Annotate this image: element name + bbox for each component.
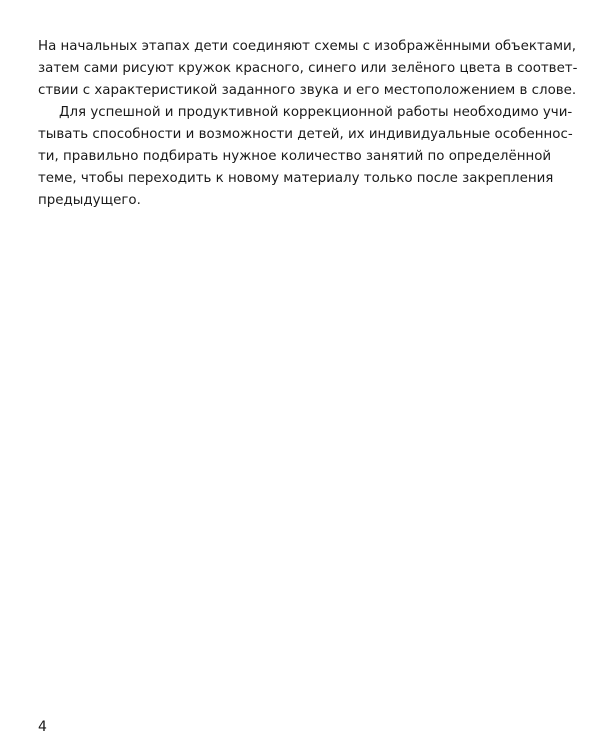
text-line: ствии с характеристикой заданного звука и его местоположением в слове. [38, 83, 577, 98]
text-line: затем сами рисуют кружок красного, синего или зелёного цвета в соответ- [38, 61, 578, 76]
text-line: Для успешной и продуктивной коррекционной работы необходимо учи- [59, 105, 573, 120]
page-body [38, 36, 578, 212]
paragraph-2 [38, 102, 573, 212]
text-line: ти, правильно подбирать нужное количество занятий по определённой [38, 149, 552, 164]
page-number: 4 [38, 719, 47, 735]
text-line: предыдущего. [38, 193, 141, 208]
text-line: теме, чтобы переходить к новому материалу только после закрепления [38, 171, 554, 186]
text-line: На начальных этапах дети соединяют схемы с изображёнными объектами, [38, 39, 577, 54]
paragraph-1 [38, 36, 578, 102]
text-line: тывать способности и возможности детей, их индивидуальные особеннос- [38, 127, 573, 142]
